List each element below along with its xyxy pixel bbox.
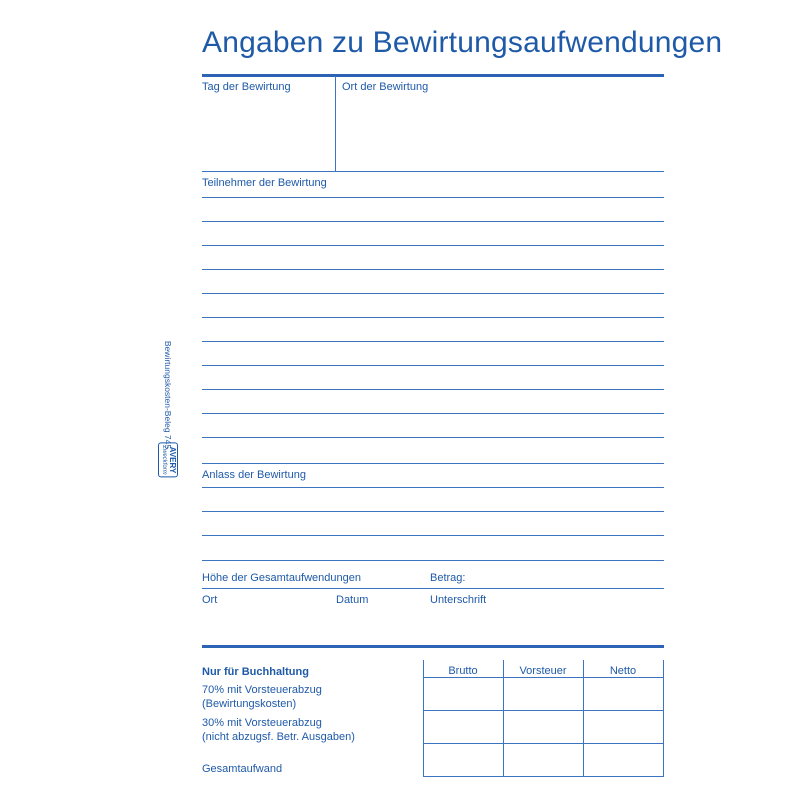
teilnehmer-line-6[interactable] bbox=[202, 317, 664, 318]
unterschrift-label: Unterschrift bbox=[430, 594, 487, 606]
brand-logo bbox=[158, 442, 178, 477]
tag-ort-divider bbox=[335, 76, 336, 171]
ort-label: Ort bbox=[202, 594, 218, 606]
anlass-line-3[interactable] bbox=[202, 535, 664, 536]
betrag-label: Betrag: bbox=[430, 572, 466, 584]
col-netto-header: Netto bbox=[609, 665, 637, 677]
betrag-line[interactable] bbox=[202, 588, 664, 589]
logo-line-2: Zweckform bbox=[161, 445, 167, 475]
row1-label-line1: 70% mit Vorsteuerabzug bbox=[202, 684, 322, 696]
col-brutto-header: Brutto bbox=[448, 665, 478, 677]
teilnehmer-line-4[interactable] bbox=[202, 269, 664, 270]
tag-label: Tag der Bewirtung bbox=[202, 81, 291, 93]
buchhaltung-heading: Nur für Buchhaltung bbox=[202, 666, 309, 678]
ort-bewirtung-label: Ort der Bewirtung bbox=[342, 81, 429, 93]
datum-label: Datum bbox=[336, 594, 369, 606]
anlass-bottom-rule bbox=[202, 560, 664, 561]
buchhaltung-top-rule bbox=[202, 645, 664, 648]
teilnehmer-line-3[interactable] bbox=[202, 245, 664, 246]
teilnehmer-line-1[interactable] bbox=[202, 197, 664, 198]
teilnehmer-line-2[interactable] bbox=[202, 221, 664, 222]
anlass-line-1[interactable] bbox=[202, 487, 664, 488]
row2-label-line2: (nicht abzugsf. Betr. Ausgaben) bbox=[202, 731, 355, 743]
col-vorsteuer-header: Vorsteuer bbox=[519, 665, 567, 677]
teilnehmer-line-7[interactable] bbox=[202, 341, 664, 342]
grid-hline-bottom bbox=[423, 776, 664, 777]
date-place-bottom-rule bbox=[202, 171, 664, 172]
teilnehmer-line-9[interactable] bbox=[202, 389, 664, 390]
row1-label-line2: (Bewirtungskosten) bbox=[202, 698, 297, 710]
top-rule bbox=[202, 74, 664, 77]
row2-label-line1: 30% mit Vorsteuerabzug bbox=[202, 717, 322, 729]
anlass-label: Anlass der Bewirtung bbox=[202, 469, 306, 481]
logo-line-1: AVERY bbox=[168, 446, 177, 474]
anlass-line-2[interactable] bbox=[202, 511, 664, 512]
teilnehmer-line-10[interactable] bbox=[202, 413, 664, 414]
teilnehmer-line-5[interactable] bbox=[202, 293, 664, 294]
page-title: Angaben zu Bewirtungsaufwendungen bbox=[202, 26, 723, 59]
teilnehmer-line-8[interactable] bbox=[202, 365, 664, 366]
form-number-label: Bewirtungskosten-Beleg 745 bbox=[163, 340, 173, 450]
row3-label: Gesamtaufwand bbox=[202, 763, 283, 775]
grid-hline-2 bbox=[423, 743, 664, 744]
grid-hline-header bbox=[423, 677, 664, 678]
teilnehmer-line-11[interactable] bbox=[202, 437, 664, 438]
grid-hline-1 bbox=[423, 710, 664, 711]
hoehe-label: Höhe der Gesamtaufwendungen bbox=[202, 572, 361, 584]
teilnehmer-label: Teilnehmer der Bewirtung bbox=[202, 177, 327, 189]
teilnehmer-bottom-rule bbox=[202, 463, 664, 464]
